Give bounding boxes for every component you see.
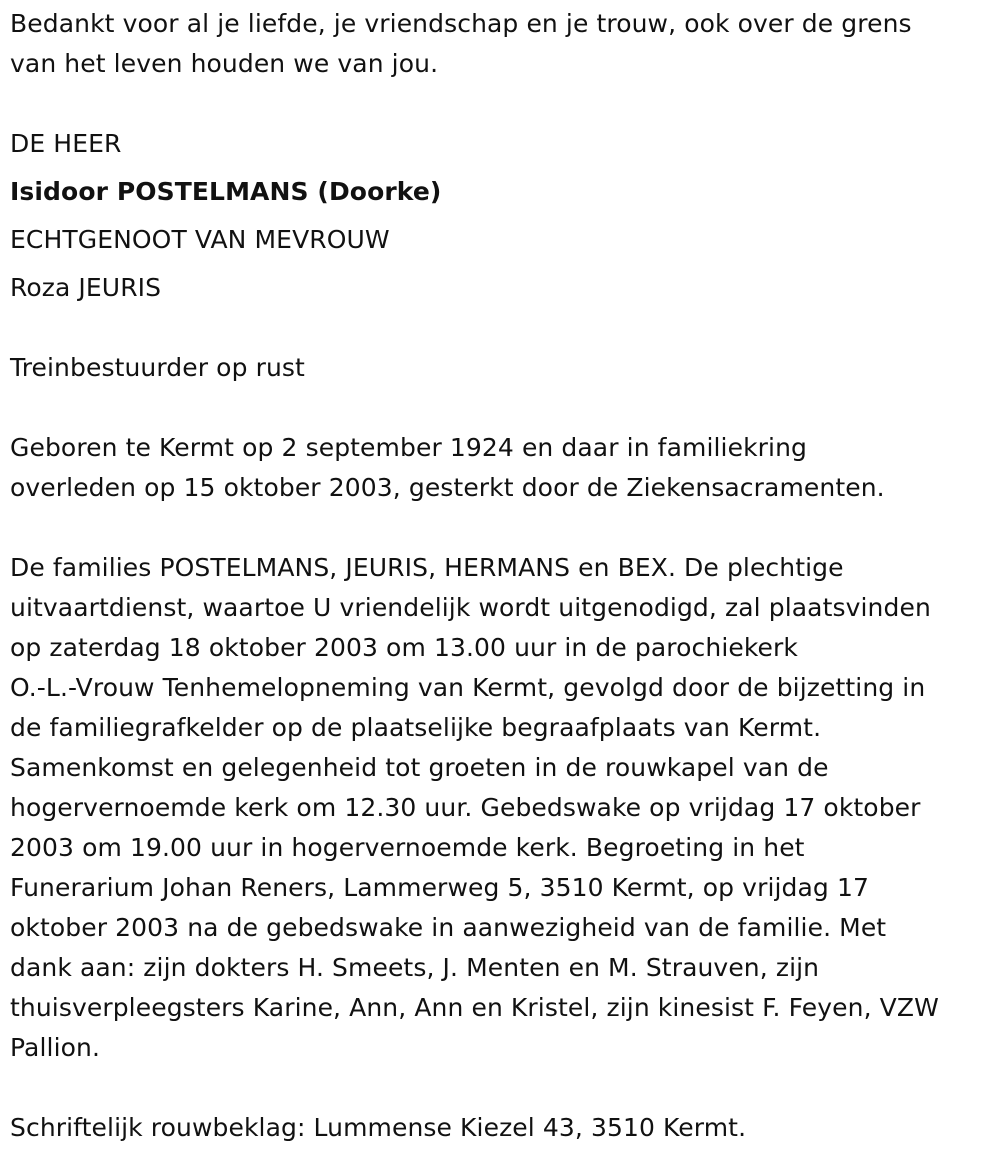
motto-line-2: van het leven houden we van jou. [10,49,439,78]
details-line: oktober 2003 na de gebedswake in aanwezigheid van de familie. Met [10,913,887,942]
details-line: de familiegrafkelder op de plaatselijke begraafplaats van Kermt. [10,713,822,742]
obituary-notice [10,4,995,1148]
motto-line-1: Bedankt voor al je liefde, je vriendschap en je trouw, ook over de grens [10,9,912,38]
salutation: DE HEER [10,129,122,158]
details-line: O.-L.-Vrouw Tenhemelopneming van Kermt, gevolgd door de bijzetting in [10,673,926,702]
details-line: Pallion. [10,1033,100,1062]
details-line: Funerarium Johan Reners, Lammerweg 5, 3510 Kermt, op vrijdag 17 [10,873,869,902]
details-line: hogervernoemde kerk om 12.30 uur. Gebedswake op vrijdag 17 oktober [10,793,921,822]
details-line: De families POSTELMANS, JEURIS, HERMANS en BEX. De plechtige [10,553,844,582]
spacer [10,388,995,428]
spouse-name: Roza JEURIS [10,273,162,302]
birth-death-line-1: Geboren te Kermt op 2 september 1924 en daar in familiekring [10,433,807,462]
deceased-name: Isidoor POSTELMANS (Doorke) [10,177,442,206]
details-line: dank aan: zijn dokters H. Smeets, J. Menten en M. Strauven, zijn [10,953,820,982]
spacer [10,1068,995,1108]
details-line: uitvaartdienst, waartoe U vriendelijk wordt uitgenodigd, zal plaatsvinden [10,593,931,622]
spouse-label: ECHTGENOOT VAN MEVROUW [10,225,390,254]
occupation: Treinbestuurder op rust [10,353,305,382]
funeral-details [10,548,995,1068]
details-line: thuisverpleegsters Karine, Ann, Ann en Kristel, zijn kinesist F. Feyen, VZW [10,993,939,1022]
birth-death-line-2: overleden op 15 oktober 2003, gesterkt door de Ziekensacramenten. [10,473,885,502]
condolence-address: Schriftelijk rouwbeklag: Lummense Kiezel 43, 3510 Kermt. [10,1113,747,1142]
details-line: 2003 om 19.00 uur in hogervernoemde kerk. Begroeting in het [10,833,805,862]
details-line: Samenkomst en gelegenheid tot groeten in de rouwkapel van de [10,753,829,782]
spacer [10,308,995,348]
spacer [10,84,995,124]
details-line: op zaterdag 18 oktober 2003 om 13.00 uur in de parochiekerk [10,633,798,662]
spacer [10,508,995,548]
